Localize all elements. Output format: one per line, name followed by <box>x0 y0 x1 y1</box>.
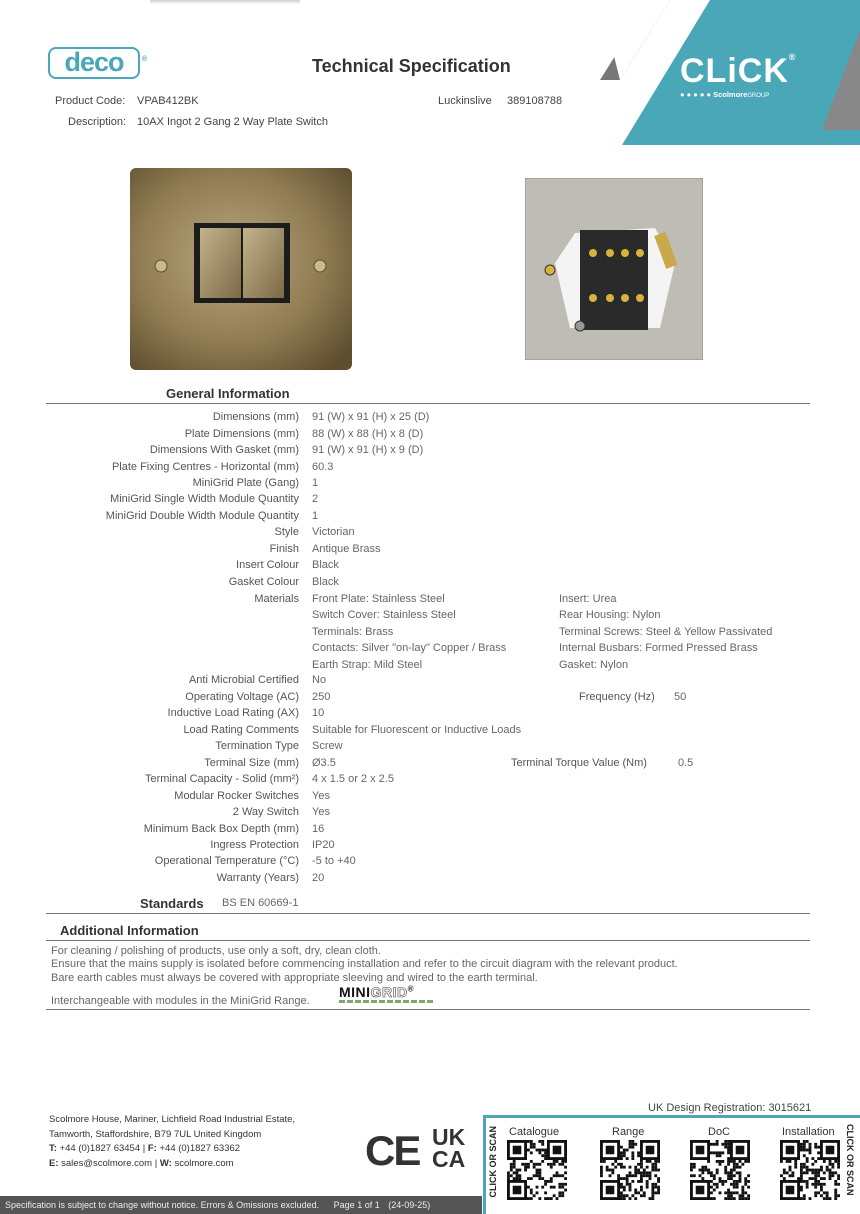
qr-label-installation: Installation <box>782 1126 835 1138</box>
gasket-colour-label: Gasket Colour <box>228 576 299 588</box>
disclaimer: Specification is subject to change without notice. Errors & Omissions excluded. <box>5 1200 320 1210</box>
email-label: E: <box>49 1157 59 1169</box>
minigrid-plate-label: MiniGrid Plate (Gang) <box>192 477 299 489</box>
gasket-dimensions-value: 91 (W) x 91 (H) x 9 (D) <box>312 444 424 456</box>
phone-f-label: F: <box>147 1143 157 1154</box>
web-link[interactable]: scolmore.com <box>174 1157 234 1169</box>
product-front-image <box>130 168 352 370</box>
double-module-label: MiniGrid Double Width Module Quantity <box>105 510 299 522</box>
print-date: (24-09-25) <box>388 1200 431 1210</box>
load-comments-value: Suitable for Fluorescent or Inductive Loads <box>312 724 522 736</box>
phone-f-value: +44 (0)1827 63362 <box>159 1143 241 1154</box>
style-value: Victorian <box>312 526 355 538</box>
click-logo-sub <box>680 90 769 99</box>
ce-mark: CE <box>365 1127 420 1174</box>
ukca-top: UK <box>432 1124 466 1150</box>
ukca-mark <box>432 1126 465 1170</box>
two-way-switch-label: 2 Way Switch <box>232 806 299 818</box>
luckinslive-value: 389108788 <box>507 95 563 107</box>
terminal-size-value: Ø3.5 <box>312 757 336 769</box>
terminal-capacity-label: Terminal Capacity - Solid (mm²) <box>144 773 299 785</box>
click-or-scan-left: CLICK OR SCAN <box>488 1126 498 1198</box>
phone-line: T: +44 (0)1827 63454 | F: +44 (0)1827 63362 <box>49 1143 241 1154</box>
general-info-rule <box>46 403 810 404</box>
operating-voltage-value: 250 <box>312 691 331 703</box>
plate-dimensions-value: 88 (W) x 88 (H) x 8 (D) <box>312 428 424 440</box>
load-comments-label: Load Rating Comments <box>183 724 299 736</box>
contact-line: E: sales@scolmore.com | W: scolmore.com <box>49 1157 234 1169</box>
additional-line: Bare earth cables must always be covered with appropriate sleeving and wired to the earth terminal. <box>51 972 538 984</box>
termination-type-value: Screw <box>312 740 343 752</box>
address-line: Tamworth, Staffordshire, B79 7UL United Kingdom <box>49 1128 262 1140</box>
material-left-item: Switch Cover: Stainless Steel <box>312 609 456 621</box>
minigrid-registered-mark: ® <box>407 984 414 994</box>
additional-info-rule <box>46 940 810 941</box>
single-module-value: 2 <box>312 493 319 505</box>
deco-logo-text: deco <box>64 47 124 77</box>
warranty-value: 20 <box>312 872 325 884</box>
page-title: Technical Specification <box>312 56 511 76</box>
material-right-item: Insert: Urea <box>559 593 617 605</box>
qr-code-doc[interactable] <box>690 1140 750 1200</box>
ukca-bottom: CA <box>432 1146 466 1172</box>
deco-logo <box>48 47 146 79</box>
standards-label: Standards <box>140 896 204 911</box>
inductive-load-value: 10 <box>312 707 325 719</box>
operational-temp-label: Operational Temperature (°C) <box>154 855 299 867</box>
material-left-item: Terminals: Brass <box>312 626 394 638</box>
qr-label-range: Range <box>612 1126 645 1138</box>
page-number: Page 1 of 1 <box>333 1200 380 1210</box>
single-module-label: MiniGrid Single Width Module Quantity <box>110 493 299 505</box>
minigrid-plate-value: 1 <box>312 477 319 489</box>
torque-value: 0.5 <box>678 757 694 769</box>
plate-dimensions-label: Plate Dimensions (mm) <box>184 428 299 440</box>
material-right-item: Terminal Screws: Steel & Yellow Passivated <box>559 626 773 638</box>
click-registered-mark: ® <box>788 52 797 62</box>
standards-rule <box>46 913 810 914</box>
terminal-capacity-value: 4 x 1.5 or 2 x 2.5 <box>312 773 394 785</box>
standards-value: BS EN 60669-1 <box>222 897 299 909</box>
additional-line: For cleaning / polishing of products, use only a soft, dry, clean cloth. <box>51 945 381 957</box>
two-way-switch-value: Yes <box>312 806 330 818</box>
back-box-depth-label: Minimum Back Box Depth (mm) <box>143 823 299 835</box>
product-code-label: Product Code: <box>55 95 126 107</box>
material-right-item: Rear Housing: Nylon <box>559 609 661 621</box>
warranty-label: Warranty (Years) <box>216 872 299 884</box>
dimensions-label: Dimensions (mm) <box>212 411 299 423</box>
minigrid-logo-mini: MINI <box>339 984 371 1000</box>
click-logo-word: CLiCK <box>680 52 789 90</box>
back-box-depth-value: 16 <box>312 823 325 835</box>
footer-bar <box>0 1196 482 1214</box>
deco-registered-mark: ® <box>141 56 146 63</box>
company-address <box>49 1113 295 1171</box>
minigrid-logo <box>339 984 435 1003</box>
minigrid-logo-grid: GRID <box>370 984 408 1000</box>
additional-info-bottom-rule <box>46 1009 810 1010</box>
material-right-item: Gasket: Nylon <box>559 659 629 671</box>
qr-label-catalogue: Catalogue <box>509 1126 560 1138</box>
material-left-item: Earth Strap: Mild Steel <box>312 659 423 671</box>
description-label: Description: <box>68 116 127 128</box>
qr-code-range[interactable] <box>600 1140 660 1200</box>
gasket-colour-value: Black <box>312 576 339 588</box>
dimensions-value: 91 (W) x 91 (H) x 25 (D) <box>312 411 430 423</box>
top-shadow <box>150 0 300 4</box>
finish-label: Finish <box>269 543 299 555</box>
double-module-value: 1 <box>312 510 319 522</box>
fixing-centres-value: 60.3 <box>312 461 334 473</box>
termination-type-label: Termination Type <box>215 740 299 752</box>
materials-label: Materials <box>254 593 299 605</box>
product-code-value: VPAB412BK <box>137 95 199 107</box>
product-rear-image <box>525 178 703 360</box>
torque-label: Terminal Torque Value (Nm) <box>511 757 647 769</box>
anti-microbial-value: No <box>312 674 327 686</box>
style-label: Style <box>274 526 299 538</box>
group-word: GROUP <box>747 93 770 99</box>
qr-code-installation[interactable] <box>780 1140 840 1200</box>
operational-temp-value: -5 to +40 <box>312 855 356 867</box>
material-left-item: Contacts: Silver "on-lay" Copper / Brass <box>312 642 507 654</box>
frequency-value: 50 <box>674 691 687 703</box>
qr-code-catalogue[interactable] <box>507 1140 567 1200</box>
email-link[interactable]: sales@scolmore.com <box>61 1157 153 1169</box>
ingress-protection-value: IP20 <box>312 839 335 851</box>
fixing-centres-label: Plate Fixing Centres - Horizontal (mm) <box>111 461 299 473</box>
additional-line: Interchangeable with modules in the MiniGrid Range. <box>51 995 310 1007</box>
gasket-dimensions-label: Dimensions With Gasket (mm) <box>149 444 299 456</box>
insert-colour-label: Insert Colour <box>236 559 299 571</box>
ingress-protection-label: Ingress Protection <box>210 839 299 851</box>
qr-label-doc: DoC <box>708 1126 731 1138</box>
click-logo-text <box>680 52 797 91</box>
phone-t-value: +44 (0)1827 63454 <box>59 1143 141 1154</box>
additional-info-heading: Additional Information <box>60 923 199 938</box>
terminal-size-label: Terminal Size (mm) <box>204 757 299 769</box>
anti-microbial-label: Anti Microbial Certified <box>188 674 299 686</box>
inductive-load-label: Inductive Load Rating (AX) <box>167 707 299 719</box>
minigrid-logo-bar <box>339 1000 435 1003</box>
additional-line: Ensure that the mains supply is isolated before commencing installation and refer to the circuit diagram with the relevant product. <box>51 958 678 970</box>
design-registration: UK Design Registration: 3015621 <box>648 1102 812 1114</box>
phone-t-label: T: <box>49 1143 57 1154</box>
operating-voltage-label: Operating Voltage (AC) <box>185 691 299 703</box>
luckinslive-label: Luckinslive <box>438 95 492 107</box>
material-right-item: Internal Busbars: Formed Pressed Brass <box>559 642 758 654</box>
scolmore-word: Scolmore <box>713 90 748 99</box>
modular-rocker-value: Yes <box>312 790 330 802</box>
general-info-heading: General Information <box>166 386 290 401</box>
material-left-item: Front Plate: Stainless Steel <box>312 593 445 605</box>
web-label: W: <box>159 1157 172 1169</box>
frequency-label: Frequency (Hz) <box>579 691 655 703</box>
description-value: 10AX Ingot 2 Gang 2 Way Plate Switch <box>137 116 328 128</box>
finish-value: Antique Brass <box>312 543 381 555</box>
address-line: Scolmore House, Mariner, Lichfield Road Industrial Estate, <box>49 1114 296 1125</box>
insert-colour-value: Black <box>312 559 339 571</box>
modular-rocker-label: Modular Rocker Switches <box>174 790 299 802</box>
click-or-scan-right: CLICK OR SCAN <box>845 1124 855 1196</box>
click-logo-dots: ● ● ● ● ● <box>680 90 714 99</box>
